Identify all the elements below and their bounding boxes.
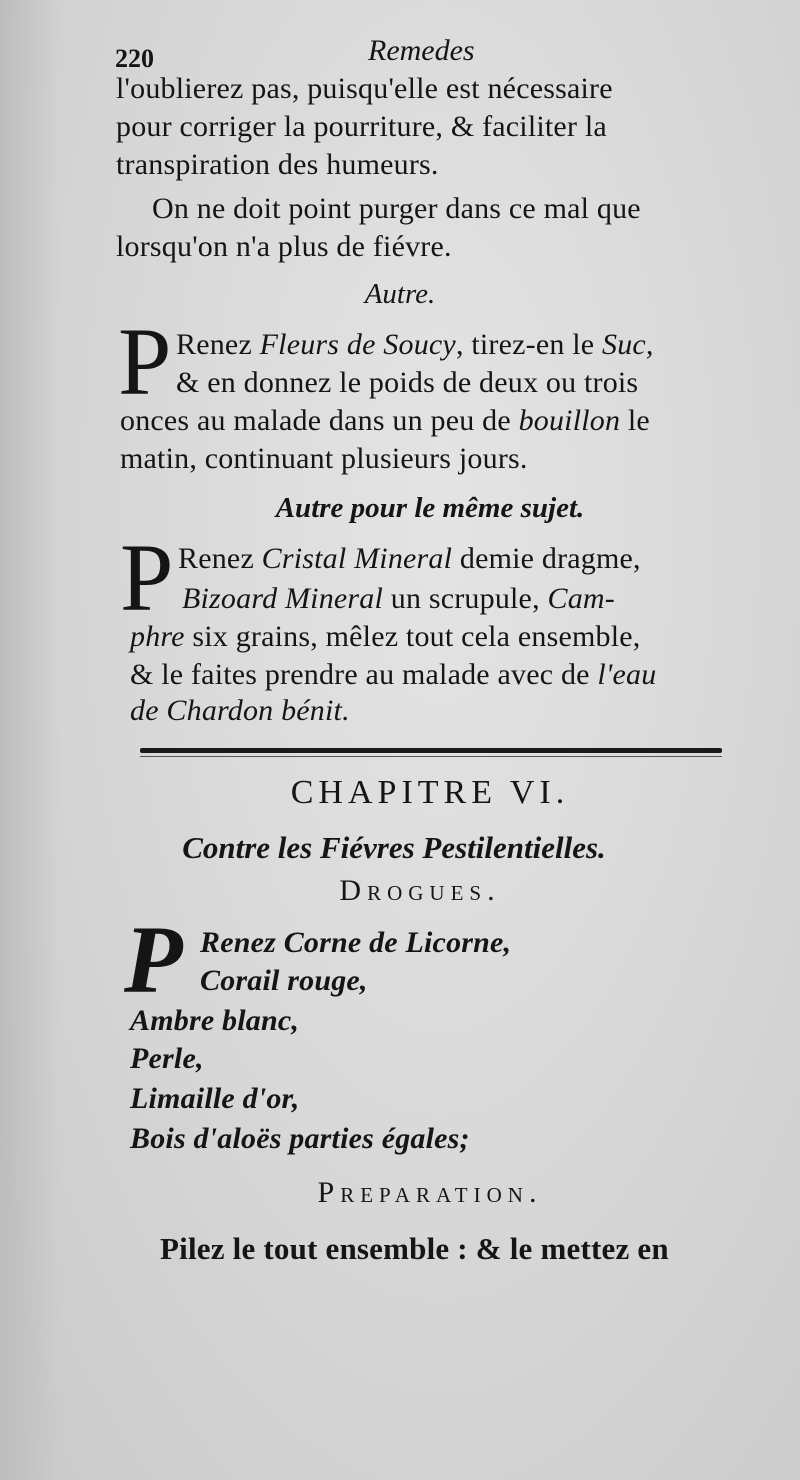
text-span: & le faites prendre au malade avec de xyxy=(130,658,598,691)
text-span: un scrupule, xyxy=(383,582,548,615)
chapter-subtitle: Contre les Fiévres Pestilentielles. xyxy=(182,830,606,865)
italic-term: Cristal Mineral xyxy=(261,542,453,575)
italic-term: Fleurs de Soucy xyxy=(259,328,456,361)
text-line xyxy=(182,582,615,616)
text-line xyxy=(130,620,640,654)
text-line: matin, continuant plusieurs jours. xyxy=(120,442,528,475)
text-line xyxy=(120,404,650,438)
italic-term: l'eau xyxy=(597,658,657,691)
list-item: Perle, xyxy=(130,1042,204,1075)
section-divider-thin xyxy=(140,756,722,757)
text-line: de Chardon bénit. xyxy=(130,694,350,727)
drug-item: Renez Corne de Licorne, xyxy=(200,926,512,959)
preparation-heading: Preparation. xyxy=(317,1176,543,1209)
list-item: Ambre blanc, xyxy=(130,1004,300,1037)
text-span: six grains, mêlez tout cela ensemble, xyxy=(184,620,641,653)
text-line: l'oublierez pas, puisqu'elle est nécessaire xyxy=(116,72,613,105)
chapter-title: CHAPITRE VI. xyxy=(290,774,570,811)
italic-term: bouillon xyxy=(518,404,621,437)
list-item xyxy=(200,926,511,960)
text-span: Renez xyxy=(178,542,262,575)
text-span: , tirez-en le xyxy=(455,328,602,361)
section-heading: Autre. xyxy=(364,278,436,310)
italic-term: Suc, xyxy=(602,328,654,361)
drop-cap: P xyxy=(118,308,172,415)
text-line: transpiration des humeurs. xyxy=(116,148,439,181)
italic-term: phre xyxy=(130,620,185,653)
list-item: Limaille d'or, xyxy=(130,1082,300,1115)
italic-term: Bizoard Mineral xyxy=(182,582,384,615)
text-line: Pilez le tout ensemble : & le mettez en xyxy=(160,1231,669,1266)
text-line xyxy=(130,658,656,692)
gutter-shadow xyxy=(0,0,60,1480)
text-line: On ne doit point purger dans ce mal que xyxy=(152,192,641,225)
text-line: & en donnez le poids de deux ou trois xyxy=(176,366,639,399)
running-title: Remedes xyxy=(368,34,475,67)
text-span: onces au malade dans un peu de xyxy=(120,404,519,437)
section-divider xyxy=(140,748,722,753)
drogues-heading: Drogues. xyxy=(339,874,501,907)
italic-term: Cam- xyxy=(547,582,615,615)
text-line: pour corriger la pourriture, & faciliter la xyxy=(116,110,607,143)
list-item: Bois d'aloës parties égales; xyxy=(130,1122,470,1155)
text-line xyxy=(176,328,654,362)
text-span: le xyxy=(620,404,650,437)
drop-cap: P xyxy=(120,524,174,631)
text-line: lorsqu'on n'a plus de fiévre. xyxy=(116,230,452,263)
section-heading: Autre pour le même sujet. xyxy=(275,492,585,524)
list-item: Corail rouge, xyxy=(200,964,368,997)
text-span: demie dragme, xyxy=(452,542,641,575)
text-line xyxy=(178,542,641,576)
text-span: Renez xyxy=(176,328,260,361)
page-number: 220 xyxy=(115,44,154,73)
drop-cap: P xyxy=(124,906,183,1013)
